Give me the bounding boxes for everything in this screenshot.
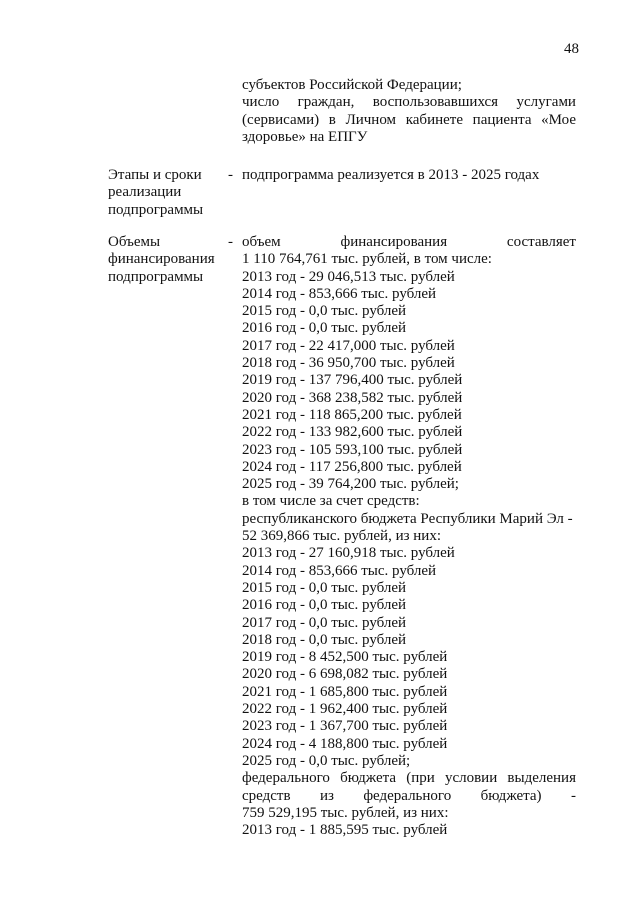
word: (при — [406, 770, 435, 787]
funding-line: 2013 год - 29 046,513 тыс. рублей — [242, 268, 455, 285]
intro-text — [242, 77, 576, 146]
funding-line: 2015 год - 0,0 тыс. рублей — [242, 579, 407, 596]
funding-line-justified — [242, 234, 576, 251]
funding-line: 2021 год - 1 685,800 тыс. рублей — [242, 683, 448, 700]
page-number: 48 — [564, 41, 579, 57]
word: условии — [444, 770, 498, 787]
funding-line: 2019 год - 137 796,400 тыс. рублей — [242, 372, 463, 389]
funding-line: 2016 год - 0,0 тыс. рублей — [242, 597, 407, 614]
word: (сервисами) — [242, 111, 320, 128]
funding-label-line: Объемы — [108, 234, 161, 250]
funding-line: 2020 год - 6 698,082 тыс. рублей — [242, 666, 448, 683]
funding-line: 2022 год - 133 982,600 тыс. рублей — [242, 424, 463, 441]
word: выделения — [507, 770, 576, 787]
funding-line: 1 110 764,761 тыс. рублей, в том числе: — [242, 251, 492, 268]
word: «Мое — [541, 111, 576, 128]
funding-line: 2018 год - 0,0 тыс. рублей — [242, 631, 407, 648]
funding-line: 2023 год - 105 593,100 тыс. рублей — [242, 441, 463, 458]
funding-line: 2017 год - 0,0 тыс. рублей — [242, 614, 407, 631]
stages-label-line: Этапы и сроки — [108, 167, 202, 183]
funding-line: 2020 год - 368 238,582 тыс. рублей — [242, 389, 463, 406]
word: из — [319, 787, 334, 804]
word: пациента — [472, 111, 532, 128]
word: в — [328, 111, 336, 128]
word: - — [570, 787, 576, 804]
funding-line: 2014 год - 853,666 тыс. рублей — [242, 562, 437, 579]
stages-label-line: подпрограммы — [108, 201, 204, 218]
stages-dash: - — [228, 167, 233, 183]
stages-text — [242, 167, 576, 184]
word: бюджета) — [480, 787, 542, 804]
funding-line: 2013 год - 27 160,918 тыс. рублей — [242, 545, 455, 562]
word: составляет — [506, 234, 576, 250]
funding-line: 2023 год - 1 367,700 тыс. рублей — [242, 718, 448, 735]
funding-label-line: подпрограммы — [108, 268, 204, 285]
funding-line: 2014 год - 853,666 тыс. рублей — [242, 285, 437, 302]
funding-line: 2025 год - 39 764,200 тыс. рублей; — [242, 476, 459, 493]
funding-text — [242, 234, 576, 839]
stages-text-line: подпрограмма реализуется в 2013 - 2025 годах — [242, 167, 540, 183]
funding-line-justified — [242, 788, 576, 805]
word: финансирования — [340, 234, 448, 250]
funding-line: 2024 год - 117 256,800 тыс. рублей — [242, 458, 462, 475]
word: средств — [242, 787, 291, 804]
word: федерального — [363, 787, 452, 804]
funding-line: 2018 год - 36 950,700 тыс. рублей — [242, 355, 455, 372]
funding-line: 2016 год - 0,0 тыс. рублей — [242, 320, 407, 337]
funding-line: 2017 год - 22 417,000 тыс. рублей — [242, 337, 455, 354]
funding-line: в том числе за счет средств: — [242, 493, 420, 510]
stages-label-line: реализации — [108, 184, 182, 201]
word: услугами — [516, 94, 576, 111]
funding-line: 2015 год - 0,0 тыс. рублей — [242, 303, 407, 320]
funding-label-line: финансирования — [108, 251, 215, 268]
funding-line-justified — [242, 770, 576, 787]
word: Личном — [345, 111, 397, 128]
funding-line: 2019 год - 8 452,500 тыс. рублей — [242, 649, 448, 666]
stages-label — [108, 167, 223, 219]
intro-line: здоровье» на ЕПГУ — [242, 128, 368, 145]
word: воспользовавшихся — [372, 94, 499, 111]
funding-line: 2013 год - 1 885,595 тыс. рублей — [242, 822, 448, 839]
word: число — [242, 94, 280, 111]
funding-line: 2022 год - 1 962,400 тыс. рублей — [242, 701, 448, 718]
word: бюджета — [340, 770, 397, 787]
funding-label — [108, 234, 223, 286]
intro-line-justified — [242, 94, 576, 111]
word: кабинете — [405, 111, 463, 128]
funding-line: 759 529,195 тыс. рублей, из них: — [242, 804, 449, 821]
funding-line: 52 369,866 тыс. рублей, из них: — [242, 528, 441, 545]
funding-line: 2021 год - 118 865,200 тыс. рублей — [242, 406, 462, 423]
word: граждан, — [297, 94, 355, 111]
funding-line: 2024 год - 4 188,800 тыс. рублей — [242, 735, 448, 752]
funding-dash: - — [228, 234, 233, 250]
funding-line: 2025 год - 0,0 тыс. рублей; — [242, 752, 411, 769]
intro-line-justified — [242, 112, 576, 129]
funding-line: республиканского бюджета Республики Марий Эл - — [242, 510, 573, 527]
word: федерального — [242, 770, 330, 787]
intro-line: субъектов Российской Федерации; — [242, 77, 462, 93]
word: объем — [242, 234, 281, 250]
